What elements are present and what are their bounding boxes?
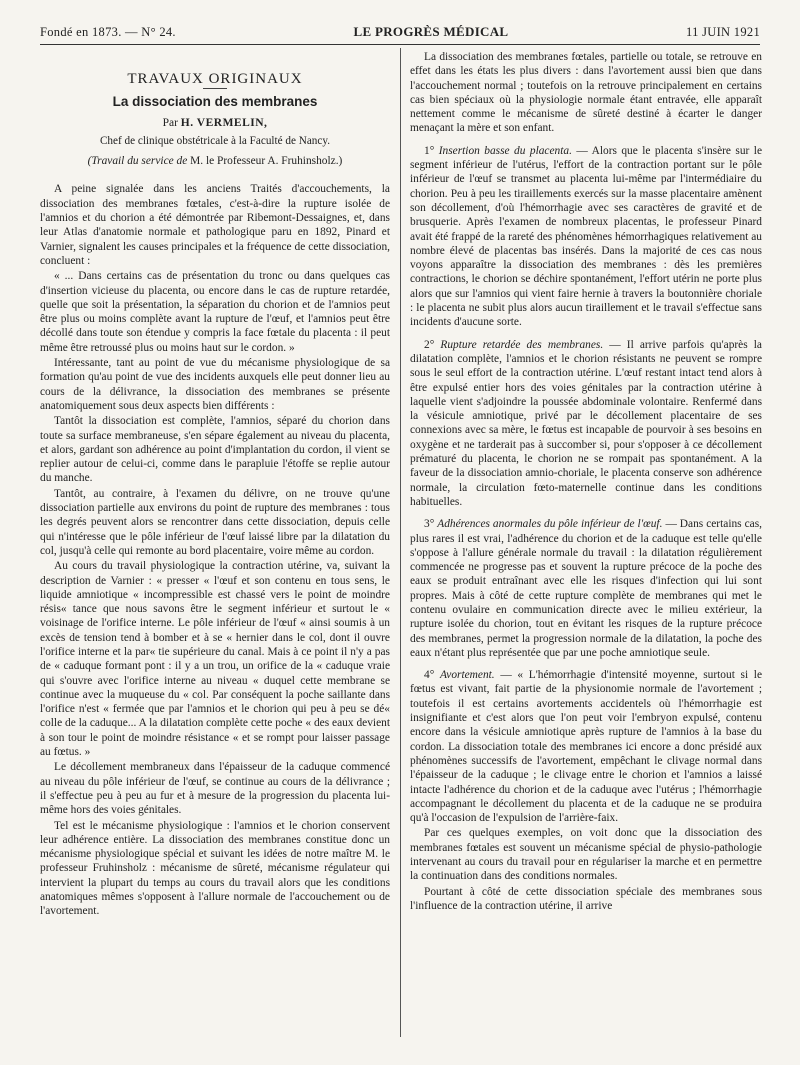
byline-prefix: Par — [162, 116, 178, 129]
author-name: H. VERMELIN, — [180, 116, 268, 129]
service-note — [40, 154, 390, 168]
paragraph: Tel est le mécanisme physiologique : l'amnios et le chorion conservent leur adhérence entière. La dissociation des membranes constitue donc un mécanisme physiologique spécial et suivant les idées de notre maître M. le professeur Fruhinsholz : mécanisme de sûreté, mécanisme régulateur qui intervient la plupart du temps au cours du travail alors que les conditions anatomiques mêmes s'opposent à l'allure normale de l'accouchement ou de l'avortement. — [40, 819, 390, 918]
subsection-title: Adhérences anormales du pôle inférieur de l'œuf. — [437, 518, 663, 531]
subsection-rupture-retardee — [410, 338, 762, 510]
subsection-text: — « L'hémorrhagie d'intensité moyenne, surtout si le fœtus est vivant, fait partie de la physionomie normale de l'avortement ; toutefois il est certains avortements accidentels où l'hémorrhagie est insignifiante et c'est alors que l'on peut voir l'embryon expulsé, contenu encore dans la vésicule amniotique après rupture de l'amnios à la base du cordon. La dissociation totale des membranes ici encore a donc présidé aux phénomènes successifs de l'avortement, empêchant le clivage normal dans l'épaisseur de la caduque ; le clivage entre le chorion et l'amnios a laissé intacte l'adhérence du chorion et de la caduque avec l'utérus ; l'hémorrhagie accompagnant le décollement du placenta et de la caduque ne se produira qu'à l'occasion de l'expulsion de l'arrière-faix. — [410, 669, 762, 825]
paragraph: A peine signalée dans les anciens Traités d'accouchements, la dissociation des membranes fœtales, c'est-à-dire la rupture isolée de l'amnios et du chorion a été démontrée par Ribemont-Dessaignes, et, dans leur Atlas d'anatomie normale et pathologique paru en 1892, Pinard et Varnier, signalent les causes principales et la fréquence de cette dissociation, concluent : — [40, 183, 390, 267]
service-note-rest: M. le Professeur A. Fruhinsholz.) — [190, 155, 343, 168]
service-note-italic: (Travail du service de — [87, 155, 188, 168]
subsection-title: Avortement. — [439, 669, 495, 682]
author-affiliation: Chef de clinique obstétricale à la Faculté de Nancy. — [99, 134, 331, 147]
running-header — [40, 24, 760, 42]
paragraph: Intéressante, tant au point de vue du mécanisme physiologique de sa formation qu'au point de vue des incidents auxquels elle peut donner lieu au cours de la délivrance, la dissociation des membranes se présente anatomiquement sous deux aspects bien différents : — [40, 357, 390, 412]
article-title: La dissociation des membranes — [112, 94, 318, 110]
left-column — [40, 50, 390, 1035]
subsection-avortement — [410, 668, 762, 825]
column-divider — [400, 48, 401, 1037]
paragraph: La dissociation des membranes fœtales, partielle ou totale, se retrouve en effet dans les états les plus divers : dans l'avortement aussi bien que dans l'accouchement normal ; toutefois on la retrouve principalement en certains cas bien spéciaux où la physiologie normale étant entravée, elle apparaît nettement comme le mécanisme de sûreté destiné à écarter le danger menaçant la mère et son enfant. — [410, 51, 762, 135]
subsection-adherences — [410, 517, 762, 660]
paragraph: Tantôt, au contraire, à l'examen du délivre, on ne trouve qu'une dissociation partielle aux environs du point de rupture des membranes : tous les degrés peuvent alors se rencontrer dans cette dissociation, depuis celle qui n'intéresse que le pôle inférieur de l'œuf laissé libre par la dilatation du col, jusqu'à celle qui remonte au bord placentaire, voire même au cordon. — [40, 487, 390, 557]
subsection-number: 3° — [424, 518, 435, 531]
subsection-number: 1° — [424, 144, 435, 157]
subsection-insertion-basse — [410, 144, 762, 330]
subsection-title: Rupture retardée des membranes. — [440, 338, 604, 351]
subsection-text: — Il arrive parfois qu'après la dilatation complète, l'amnios et le chorion résistants ne peuvent se rompre sous le seul effort de la contraction utérine. L'œuf restant intact tend alors à être expulsé entier hors des voies génitales par la contraction utérine à laquelle vient s'adjoindre la poussée abdominale volontaire. Renfermé dans la vésicule amniotique, privé par le décollement placentaire de ses connexions avec sa mère, le fœtus est incapable de pourvoir à ses besoins en oxygène et ne tarderait pas à succomber si, pour s'opposer à ce décollement prématuré du placenta, le chorion ne se rompait pas spontanément. A la faveur de la dissociation amnio-choriale, le placenta conserve son adhérence normale, la circulation fœto-maternelle continue dans les conditions habituelles. — [410, 338, 762, 508]
paragraph: Tantôt la dissociation est complète, l'amnios, séparé du chorion dans toute sa surface membraneuse, s'en sépare également au niveau du placenta, et alors, gardant son adhérence au point d'implantation du cordon, il vient se replier autour de celui-ci, comme dans le parapluie l'étoffe se replie autour du manche. — [40, 415, 390, 485]
byline — [40, 116, 390, 130]
paragraph: Par ces quelques exemples, on voit donc que la dissociation des membranes fœtales est souvent un mécanisme spécial de physio-pathologie intervenant au cours du travail pour en régulariser la marche et en permettre la continuation dans des conditions normales. — [410, 827, 762, 883]
title-divider — [203, 88, 227, 89]
subsection-title: Insertion basse du placenta. — [438, 144, 572, 157]
journal-title: LE PROGRÈS MÉDICAL — [353, 24, 509, 39]
header-issue: Fondé en 1873. — N° 24. — [40, 25, 176, 39]
quote-paragraph: Au cours du travail physiologique la contraction utérine, va, suivant la description de Varnier : « presser « l'œuf et son contenu en tous sens, le liquide amniotique « incompressible est chassé vers le point de moindre résis« tance que nous savons être le segment inférieur et surtout le « voisinage de l'orifice interne. Le pôle inférieur de l'œuf « ainsi soumis à un excès de tension tend à bomber et à se « hernier dans le col, dont il ouvre l'orifice interne et la par« tie supérieure du canal. Mais à ce point il n'y a pas de « caduque formant pont : il y a un trou, un orifice de la « caduque vraie qui s'ouvre avec l'orifice interne au niveau « duquel cette membrane se continue avec la muqueuse du « col. Par conséquent la poche saillante dans l'orifice n'est « fermée que par l'amnios et le chorion qui peu à peu se dé« colle de la caduque... A la dilatation complète cette poche « des eaux devient à son tour le point de moindre résistance « et se rompt pour laisser passage au fœtus. » — [40, 560, 390, 759]
header-date: 11 JUIN 1921 — [686, 25, 760, 39]
quote-paragraph: « ... Dans certains cas de présentation du tronc ou dans quelques cas d'insertion vicieuse du placenta, ou encore dans le cas de rupture retardée, quelle que soit la présentation, la séparation du chorion et de l'amnios peut être plus ou moins complète avant la rupture de l'œuf, et l'amnios peut être décollé dans toute son étendue y compris la face fœtale du placenta : il peut même être retroussé plus ou moins haut sur le cordon. » — [40, 270, 390, 354]
right-column — [410, 50, 762, 1045]
paragraph: Pourtant à côté de cette dissociation spéciale des membranes sous l'influence de la contraction utérine, il arrive — [410, 885, 762, 912]
paragraph: Le décollement membraneux dans l'épaisseur de la caduque commencé au niveau du pôle inférieur de l'œuf, se continue au cours de la délivrance ; il s'effectue peu à peu au fur et à mesure de la progression du placenta lui-même hors des voies génitales. — [40, 761, 390, 817]
header-rule — [40, 44, 760, 45]
subsection-text: — Dans certains cas, plus rares il est vrai, l'adhérence du chorion et de la caduque est telle qu'elle s'oppose à l'allure générale normale du travail : la dilatation régulièrement commencée ne progresse pas et souvent la rupture précoce de la poche des eaux se produit entraînant avec elle les risques d'infection qui lui sont propres. Mais à côté de cette rupture complète de membranes qui met le contenu ovulaire en communication directe avec le milieu extérieur, la rupture isolée du chorion, tout en évitant les risques de la rupture précoce des membranes, permet la progression normale de la dilatation, la poche des eaux n'étant plus représentée que par une poche amniotique seule. — [410, 518, 762, 659]
subsection-number: 4° — [424, 669, 435, 682]
subsection-number: 2° — [424, 338, 435, 351]
subsection-text: — Alors que le placenta s'insère sur le segment inférieur de l'utérus, l'effort de la contraction portant sur le pôle inférieur de l'œuf se transmet au placenta lui-même par l'intermédiaire du chorion. Peu à peu les tiraillements exercés sur la masse placentaire amènent son décollement, d'où l'hémorrhagie avec ses caractères de gravité et de brusquerie. Après l'examen de nombreux placentas, le professeur Pinard avait été frappé de la rareté des phénomènes hémorrhagiques relativement au nombre élevé de placentas bas insérés. Dans la majorité de ces cas nous voyons apparaître la dissociation des membranes : dès les premières contractions, le chorion se déchire spontanément, l'effort utérin ne porte plus alors que sur l'amnios qui vient faire hernie à travers la boutonnière choriale : le placenta ne subit plus alors aucun tiraillement et le travail s'effectue sans incidents d'aucune sorte. — [410, 144, 762, 329]
section-title: TRAVAUX ORIGINAUX — [127, 71, 303, 87]
